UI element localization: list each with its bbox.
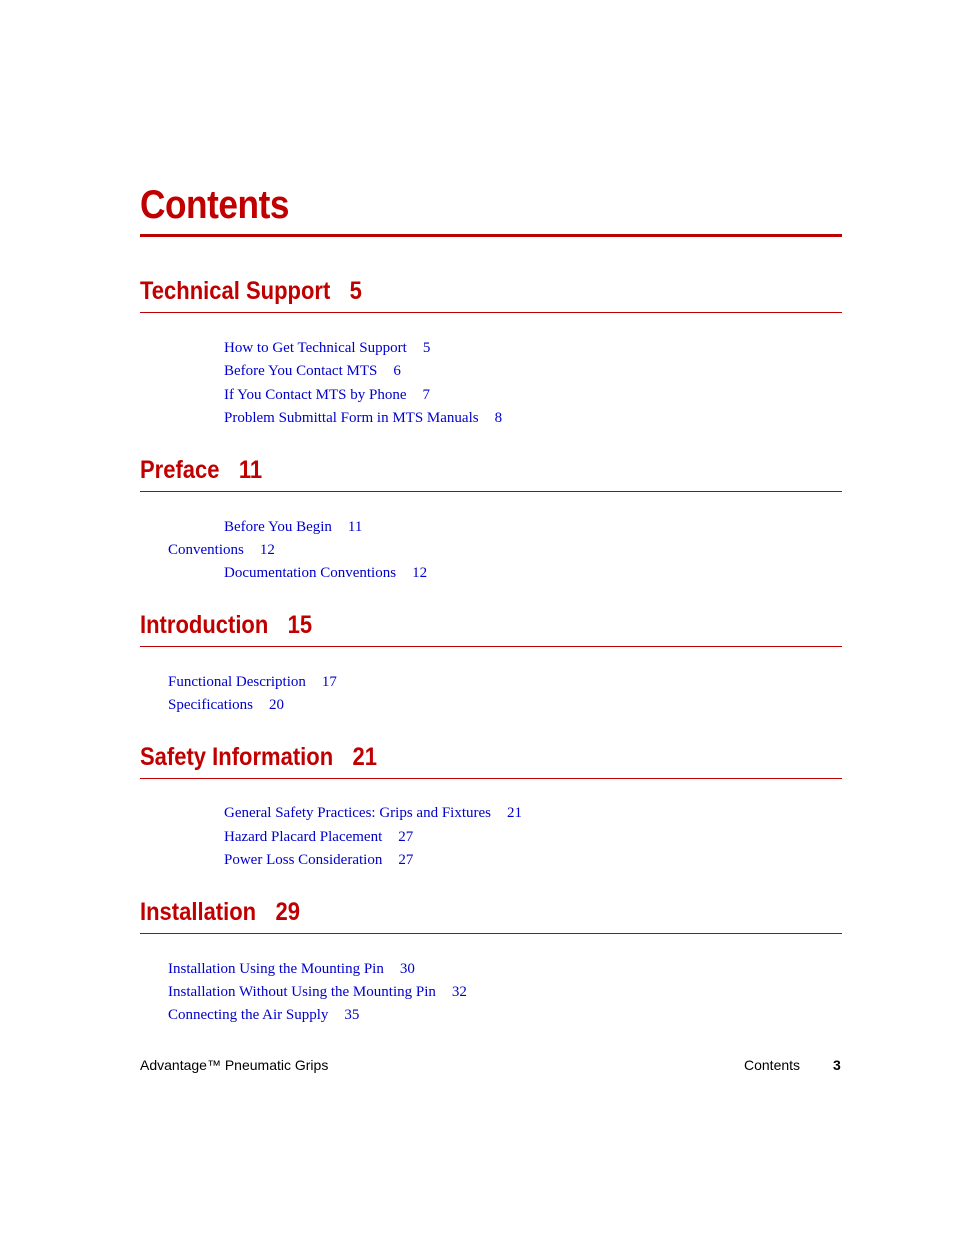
section-rule <box>140 778 842 779</box>
toc-entry-page: 30 <box>399 961 415 977</box>
toc-entry-if-you-contact-mts-by-phone[interactable] <box>224 386 430 404</box>
toc-entry-functional-description[interactable] <box>168 673 337 691</box>
toc-entry-page: 17 <box>321 674 337 690</box>
section-page-number: 15 <box>287 611 313 639</box>
section-title: Introduction <box>140 611 269 639</box>
toc-entry-hazard-placard-placement[interactable] <box>224 828 413 846</box>
section-page-number: 29 <box>275 898 300 926</box>
toc-entry-text: Before You Contact MTS <box>224 363 378 379</box>
section-rule <box>140 312 842 313</box>
toc-entry-page: 7 <box>422 387 431 403</box>
toc-entry-text: Problem Submittal Form in MTS Manuals <box>224 410 479 426</box>
page-title: Contents <box>140 183 290 227</box>
toc-entry-page: 11 <box>347 519 363 535</box>
toc-entry-documentation-conventions[interactable] <box>224 564 427 582</box>
toc-entry-page: 5 <box>422 340 431 356</box>
toc-entry-page: 8 <box>494 410 503 426</box>
section-rule <box>140 646 842 647</box>
toc-entry-text: Before You Begin <box>224 519 332 535</box>
toc-entry-page: 20 <box>268 697 284 713</box>
toc-entry-text: Installation Using the Mounting Pin <box>168 961 384 977</box>
section-heading-safety-information[interactable] <box>140 742 377 772</box>
toc-entry-text: Specifications <box>168 697 253 713</box>
toc-entry-before-you-contact-mts[interactable] <box>224 362 401 380</box>
toc-entry-page: 27 <box>398 852 414 868</box>
section-heading-technical-support[interactable] <box>140 276 362 306</box>
toc-entry-page: 27 <box>398 829 414 845</box>
section-rule <box>140 933 842 934</box>
section-page-number: 5 <box>349 277 362 305</box>
section-rule <box>140 491 842 492</box>
footer-page-number: 3 <box>833 1057 841 1073</box>
toc-entry-page: 6 <box>393 363 401 379</box>
toc-entry-page: 21 <box>507 805 523 821</box>
toc-entry-text: If You Contact MTS by Phone <box>224 387 407 403</box>
toc-entry-installation-using-mounting-pin[interactable] <box>168 960 415 978</box>
section-page-number: 11 <box>238 456 263 484</box>
footer-section-name: Contents <box>744 1057 801 1073</box>
toc-entry-page: 12 <box>259 542 275 558</box>
toc-entry-page: 32 <box>451 984 467 1000</box>
section-title: Technical Support <box>140 277 331 305</box>
section-heading-preface[interactable] <box>140 455 262 485</box>
toc-entry-text: How to Get Technical Support <box>224 340 407 356</box>
toc-entry-text: Power Loss Consideration <box>224 852 383 868</box>
toc-entry-text: Functional Description <box>168 674 306 690</box>
toc-entry-text: Connecting the Air Supply <box>168 1007 329 1023</box>
toc-entry-before-you-begin[interactable] <box>224 518 362 536</box>
section-title: Preface <box>140 456 220 484</box>
toc-entry-text: Hazard Placard Placement <box>224 829 383 845</box>
section-heading-introduction[interactable] <box>140 610 312 640</box>
toc-entry-page: 12 <box>412 565 428 581</box>
toc-entry-installation-without-mounting-pin[interactable] <box>168 983 467 1001</box>
toc-entry-conventions[interactable] <box>168 541 275 559</box>
toc-entry-how-to-get-technical-support[interactable] <box>224 339 430 357</box>
toc-entry-text: Installation Without Using the Mounting Pin <box>168 984 436 1000</box>
toc-entry-power-loss-consideration[interactable] <box>224 851 413 869</box>
toc-entry-connecting-air-supply[interactable] <box>168 1006 359 1024</box>
toc-entry-general-safety-practices[interactable] <box>224 804 522 822</box>
section-page-number: 21 <box>352 743 377 771</box>
toc-entry-problem-submittal-form[interactable] <box>224 409 502 427</box>
section-heading-installation[interactable] <box>140 897 300 927</box>
section-title: Installation <box>140 898 257 926</box>
footer-product-name: Advantage™ Pneumatic Grips <box>140 1057 329 1073</box>
section-title: Safety Information <box>140 743 334 771</box>
toc-entry-text: Conventions <box>168 542 244 558</box>
toc-entry-page: 35 <box>344 1007 360 1023</box>
title-rule <box>140 234 842 237</box>
toc-entry-text: Documentation Conventions <box>224 565 397 581</box>
toc-entry-specifications[interactable] <box>168 696 284 714</box>
toc-entry-text: General Safety Practices: Grips and Fixtures <box>224 805 492 821</box>
